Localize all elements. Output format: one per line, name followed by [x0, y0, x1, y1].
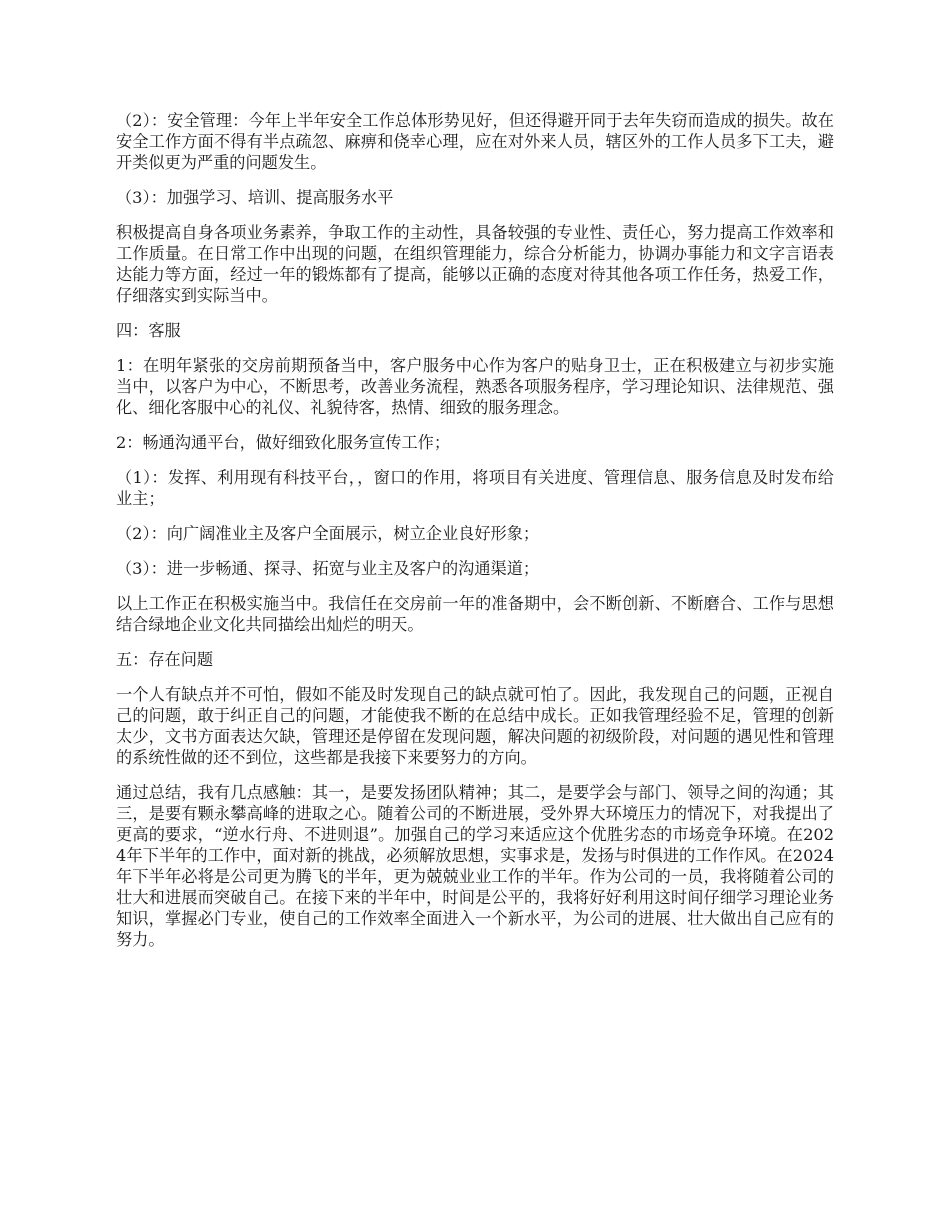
paragraph-problems-body: 一个人有缺点并不可怕，假如不能及时发现自己的缺点就可怕了。因此，我发现自己的问题，正视自己的问题，敢于纠正自己的问题，才能使我不断的在总结中成长。正如我管理经验不足，管理的创新太少，文书方面表达欠缺，管理还是停留在发现问题，解决问题的初级阶段，对问题的遇见性和管理的系统性做的还不到位，这些都是我接下来要努力的方向。 — [116, 685, 834, 767]
paragraph-item-2: （2）：向广阔准业主及客户全面展示，树立企业良好形象； — [116, 524, 540, 543]
paragraph-learning-heading: （3）：加强学习、培训、提高服务水平 — [116, 188, 394, 207]
paragraph-item-1: （1）：发挥、利用现有科技平台，，窗口的作用，将项目有关进度、管理信息、服务信息及时发布给业主； — [116, 468, 834, 508]
paragraph-customer-service-2: 2：畅通沟通平台，做好细致化服务宣传工作； — [116, 433, 451, 452]
paragraph-learning-body: 积极提高自身各项业务素养，争取工作的主动性，具备较强的专业性、责任心，努力提高工作效率和工作质量。在日常工作中出现的问题，在组织管理能力，综合分析能力，协调办事能力和文字言语表达能力等方面，经过一年的锻炼都有了提高，能够以正确的态度对待其他各项工作任务，热爱工作，仔细落实到实际当中。 — [116, 223, 834, 305]
paragraph-summary: 通过总结，我有几点感触：其一，是要发扬团队精神；其二，是要学会与部门、领导之间的沟通；其三，是要有颗永攀高峰的进取之心。随着公司的不断进展，受外界大环境压力的情况下，对我提出了更高的要求，“逆水行舟、不进则退”。加强自己的学习来适应这个优胜劣态的市场竞争环境。在2024年下半年的工作中，面对新的挑战，必须解放思想，实事求是，发扬与时俱进的工作作风。在2024年下半年必将是公司更为腾飞的半年，更为兢兢业业工作的半年。作为公司的一员，我将随着公司的壮大和进展而突破自己。在接下来的半年中，时间是公平的，我将好好利用这时间仔细学习理论业务知识，掌握必门专业，使自己的工作效率全面进入一个新水平，为公司的进展、壮大做出自己应有的努力。 — [116, 783, 834, 949]
paragraph-implementation: 以上工作正在积极实施当中。我信任在交房前一年的准备期中，会不断创新、不断磨合、工作与思想结合绿地企业文化共同描绘出灿烂的明天。 — [116, 594, 834, 634]
paragraph-customer-service-1: 1：在明年紧张的交房前期预备当中，客户服务中心作为客户的贴身卫士，正在积极建立与初步实施当中，以客户为中心，不断思考，改善业务流程，熟悉各项服务程序，学习理论知识、法律规范、强化、细化客服中心的礼仪、礼貌待客，热情、细致的服务理念。 — [116, 356, 834, 417]
paragraph-item-3: （3）：进一步畅通、探寻、拓宽与业主及客户的沟通渠道； — [116, 559, 540, 578]
paragraph-safety-management: （2）：安全管理：今年上半年安全工作总体形势见好，但还得避开同于去年失窃而造成的损失。故在安全工作方面不得有半点疏忽、麻痹和侥幸心理，应在对外来人员，辖区外的工作人员多下工夫，避开类似更为严重的问题发生。 — [116, 111, 834, 172]
section-heading-customer-service: 四：客服 — [116, 321, 181, 340]
section-heading-problems: 五：存在问题 — [116, 650, 214, 669]
